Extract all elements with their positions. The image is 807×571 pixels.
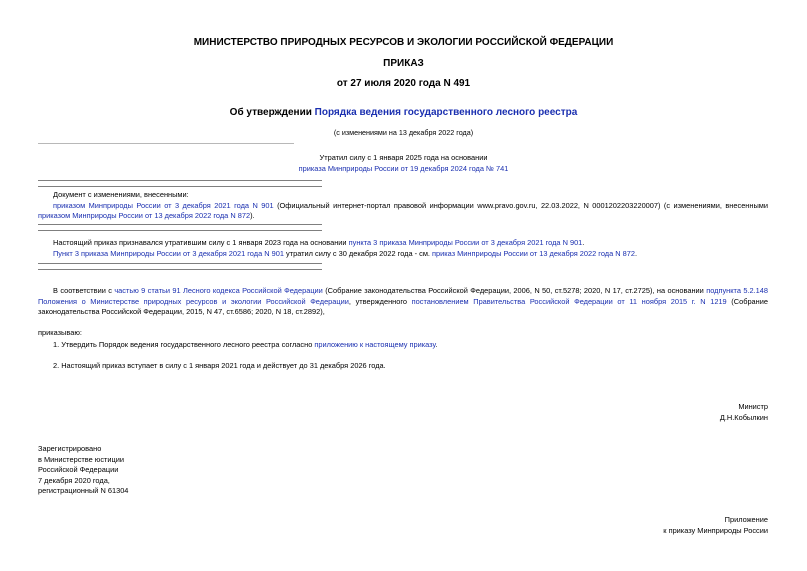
amendment-link-872[interactable]: приказом Минприроды России от 13 декабря 2022 года N 872 xyxy=(38,211,251,221)
status-note-block xyxy=(38,238,768,259)
basis-text: (Собрание законодательства Российской Федерации, 2006, N 50, ст.5278; 2020, N 17, ст.2725), на основании xyxy=(322,286,707,295)
status-note-p1-end: . xyxy=(582,238,585,247)
forest-code-link[interactable]: частью 9 статьи 91 Лесного кодекса Российской Федерации xyxy=(114,286,323,295)
signature-name: Д.Н.Кобылкин xyxy=(719,412,768,422)
amendment-link-901[interactable]: приказом Минприроды России от 3 декабря 2021 года N 901 xyxy=(53,200,274,210)
doc-title-prefix: Об утверждении xyxy=(229,107,315,118)
registration-line: регистрационный N 61304 xyxy=(38,486,129,496)
status-note-p1-link[interactable]: пункта 3 приказа Минприроды России от 3 декабря 2021 года N 901 xyxy=(348,238,583,247)
doc-title-link[interactable]: Порядка ведения государственного лесного реестра xyxy=(314,107,578,118)
divider xyxy=(38,186,322,187)
divider xyxy=(38,143,294,144)
order-item-2: 2. Настоящий приказ вступает в силу с 1 января 2021 года и действует до 31 декабря 2026 года. xyxy=(53,361,386,370)
status-note-p1-text: Настоящий приказ признавался утратившим силу с 1 января 2023 года на основании xyxy=(53,238,349,247)
expired-notice-link[interactable]: приказа Минприроды России от 19 декабря 2024 года № 741 xyxy=(298,164,509,173)
regulation-link[interactable]: подпункта 5.2.148 Положения о Министерстве природных ресурсов и экологии Российской Федерации xyxy=(38,286,769,306)
registration-block xyxy=(38,444,128,497)
status-note-p2-text: утратил силу с 30 декабря 2022 года - см. xyxy=(283,248,433,258)
divider xyxy=(38,269,322,270)
registration-line: Зарегистрировано xyxy=(38,444,102,453)
amendments-block xyxy=(38,190,768,222)
divider xyxy=(38,224,322,225)
divider xyxy=(38,263,322,264)
amendment-text-end: ). xyxy=(250,211,255,221)
doc-type-heading: ПРИКАЗ xyxy=(383,58,424,69)
status-note-p2-end: . xyxy=(634,248,638,258)
registration-line: в Министерстве юстиции xyxy=(38,454,125,464)
order-item-1 xyxy=(53,340,438,351)
basis-text: В соответствии с xyxy=(53,286,115,295)
ministry-heading: МИНИСТЕРСТВО ПРИРОДНЫХ РЕСУРСОВ И ЭКОЛОГИИ РОССИЙСКОЙ ФЕДЕРАЦИИ xyxy=(193,37,614,48)
amendments-list-item xyxy=(38,201,768,222)
status-note-p2 xyxy=(38,249,768,260)
registration-line: Российской Федерации xyxy=(38,465,119,475)
divider xyxy=(38,180,322,181)
appendix-reference: к приказу Минприроды России xyxy=(663,525,768,535)
basis-text: , утвержденного xyxy=(348,296,412,306)
status-note-p1 xyxy=(38,238,768,249)
amendments-intro: Документ с изменениями, внесенными: xyxy=(53,190,189,199)
revision-note: (с изменениями на 13 декабря 2022 года) xyxy=(333,128,474,137)
status-note-p2-link1[interactable]: Пункт 3 приказа Минприроды России от 3 декабря 2021 года N 901 xyxy=(53,248,284,258)
order-item-1-text: 1. Утвердить Порядок ведения государственного лесного реестра согласно xyxy=(53,340,315,349)
doc-title xyxy=(0,107,807,118)
expired-notice-text: Утратил силу с 1 января 2025 года на основании xyxy=(319,153,488,162)
signature-block xyxy=(720,402,768,423)
doc-date-number: от 27 июля 2020 года N 491 xyxy=(336,78,471,89)
expired-notice-link-line xyxy=(0,164,807,175)
divider xyxy=(38,230,322,231)
appendix-header xyxy=(663,515,768,536)
basis-paragraph xyxy=(38,286,768,318)
order-item-1-end: . xyxy=(435,340,438,349)
government-decree-link[interactable]: постановлением Правительства Российской Федерации от 11 ноября 2015 г. N 1219 xyxy=(411,296,727,306)
amendment-text: (Официальный интернет-портал правовой информации www.pravo.gov.ru, 22.03.2022, N 0001202203220007) (с изменениями, внесенными xyxy=(273,200,768,210)
basis-text: (Собрание законодательства Российской Федерации, 2015, N 47, ст.6586; 2020, N 18, ст.2892), xyxy=(38,296,768,317)
registration-line: 7 декабря 2020 года, xyxy=(38,475,110,485)
appendix-link[interactable]: приложению к настоящему приказу xyxy=(314,340,436,349)
signature-position: Министр xyxy=(738,402,768,411)
order-word: приказываю: xyxy=(38,328,82,337)
appendix-title: Приложение xyxy=(724,515,768,524)
status-note-p2-link2[interactable]: приказ Минприроды России от 13 декабря 2022 года N 872 xyxy=(432,248,635,258)
